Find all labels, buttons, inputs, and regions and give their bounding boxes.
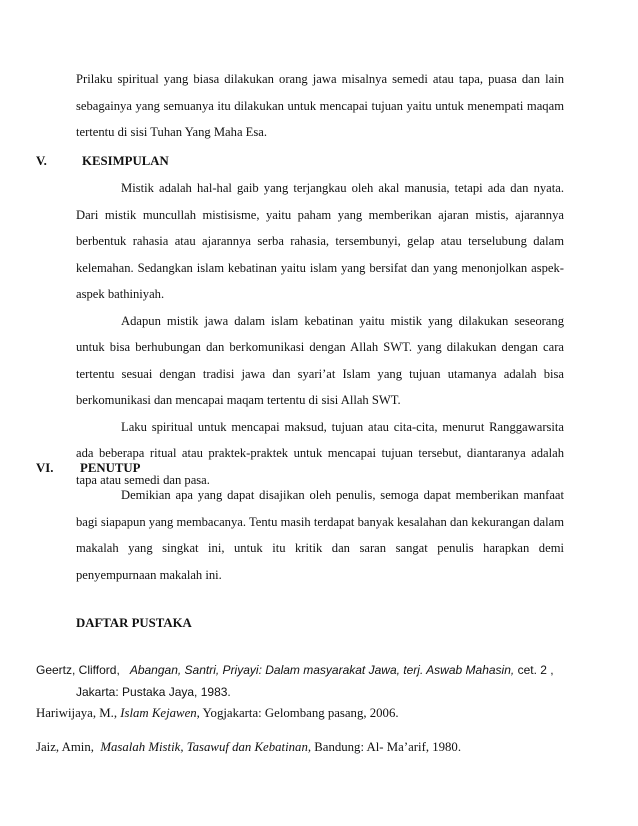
paragraph: Demikian apa yang dapat disajikan oleh penulis, semoga dapat memberikan manfaat bagi siapapun yang membacanya. Tentu masih terdapat banyak kesalahan dan kekurangan dalam makalah yang singkat ini, untuk itu kritik dan saran sangat penulis harapkan demi penyempurnaan makalah ini. — [76, 488, 564, 582]
bibliography-entry — [36, 736, 596, 758]
intro-paragraph: Prilaku spiritual yang biasa dilakukan orang jawa misalnya semedi atau tapa, puasa dan lain sebagainya yang semuanya itu dilakukan untuk mencapai tujuan yaitu untuk menempati maqam tertentu di sisi Tuhan Yang Maha Esa. — [76, 72, 564, 139]
section-title: KESIMPULAN — [82, 154, 169, 168]
entry-title: Masalah Mistik, Tasawuf dan Kebatinan, — [100, 740, 312, 754]
entry-title: Islam Kejawen, — [120, 706, 200, 720]
entry-details: Yogjakarta: Gelombang pasang, 2006. — [202, 706, 399, 720]
paragraph: Adapun mistik jawa dalam islam kebatinan yaitu mistik yang dilakukan seseorang untuk bisa berhubungan dan berkomunikasi dengan Allah SWT. yang dilakukan dengan cara tertentu sesuai dengan tradisi jawa dan syari’at Islam yang tujuan utamanya adalah bisa berkomunikasi dan mencapai maqam tertentu di sisi Allah SWT. — [76, 313, 564, 407]
entry-details: Bandung: Al- Ma’arif, 1980. — [314, 740, 462, 754]
intro-block — [76, 66, 564, 146]
section-title: PENUTUP — [80, 461, 141, 475]
paragraph: Laku spiritual untuk mencapai maksud, tujuan atau cita-cita, menurut Ranggawarsita ada beberapa ritual atau praktek-praktek untuk mencapai tujuan tersebut, diantaranya adalah tapa atau semedi dan pasa. — [76, 419, 564, 487]
entry-title: Abangan, Santri, Priyayi: Dalam masyarakat Jawa, terj. Aswab Mahasin, — [129, 663, 515, 677]
entry-author: Jaiz, Amin, — [36, 740, 94, 754]
bibliography-entry — [36, 702, 596, 724]
section-heading-kesimpulan — [0, 154, 638, 172]
section-number: VI. — [36, 461, 54, 475]
section-body-penutup — [76, 482, 564, 588]
paragraph: Mistik adalah hal-hal gaib yang terjangkau oleh akal manusia, tetapi ada dan nyata. Dari mistik muncullah mistisisme, yaitu paham yang memberikan ajaran mistis, ajarannya berbentuk rahasia atau ajarannya serba rahasia, tersembunyi, gelap atau terselubung dalam kelemahan. Sedangkan islam kebatinan yaitu islam yang bersifat dan yang menonjolkan aspek-aspek bathiniyah. — [76, 181, 564, 301]
bibliography-line — [36, 736, 596, 758]
bibliography-line: Jakarta: Pustaka Jaya, 1983. — [76, 685, 231, 699]
entry-details: cet. 2 , — [517, 663, 554, 677]
bibliography-line — [36, 702, 596, 724]
section-body-kesimpulan — [76, 175, 564, 493]
bibliography-line — [36, 659, 596, 681]
bibliography-entry — [36, 659, 596, 703]
section-number: V. — [36, 154, 47, 168]
section-heading-penutup — [0, 461, 638, 479]
bibliography-title: DAFTAR PUSTAKA — [76, 616, 192, 630]
entry-author: Geertz, Clifford, — [36, 663, 120, 677]
entry-author: Hariwijaya, M., — [36, 706, 118, 720]
